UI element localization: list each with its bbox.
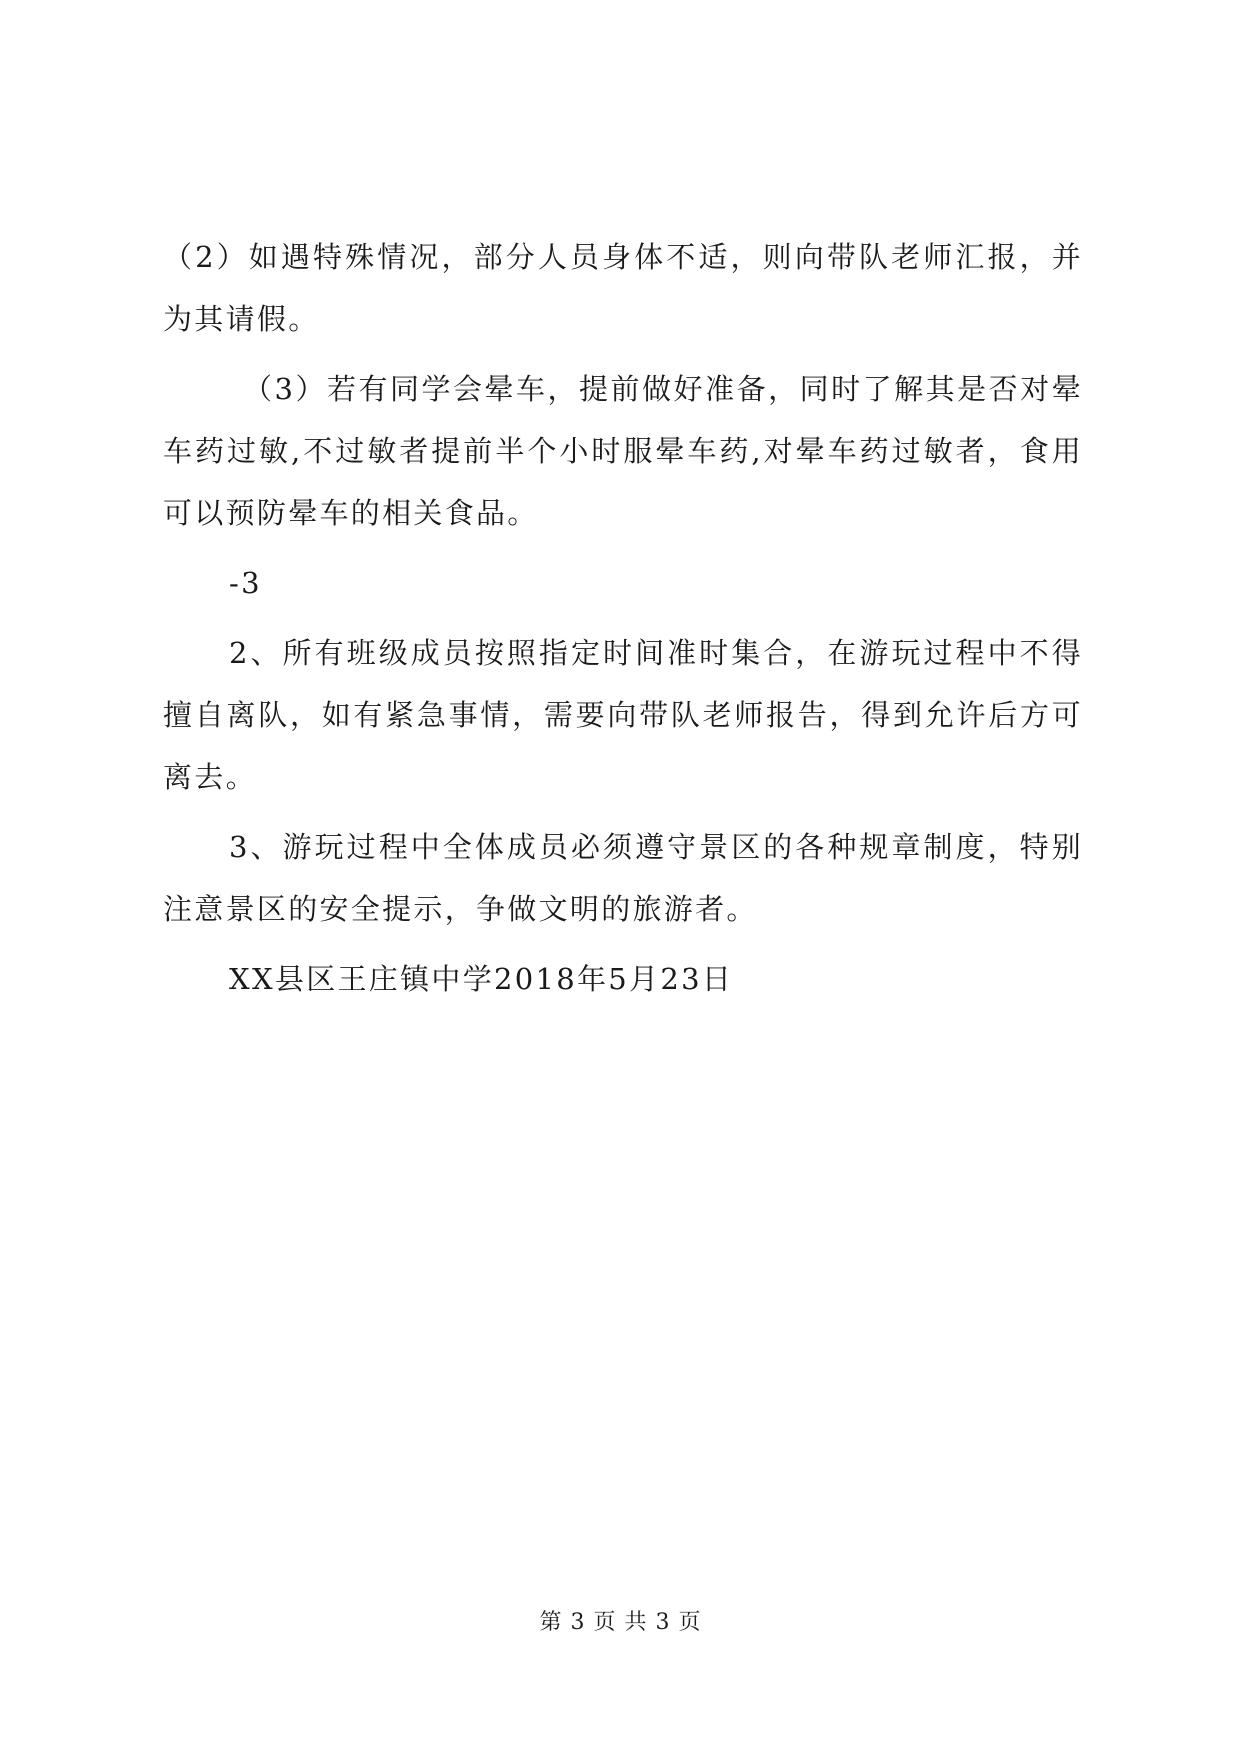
page-marker: -3 [229, 566, 262, 600]
page-footer: 第 3 页 共 3 页 [539, 1610, 702, 1635]
paragraph-item-3: （3）若有同学会晕车，提前做好准备，同时了解其是否对晕车药过敏,不过敏者提前半个小时服晕车药,对晕车药过敏者，食用可以预防晕车的相关食品。 [163, 372, 1083, 530]
document-body [163, 226, 1083, 1010]
signature-date-line: XX县区王庄镇中学2018年5月23日 [229, 962, 734, 996]
paragraph-rule-2: 2、所有班级成员按照指定时间准时集合，在游玩过程中不得擅自离队，如有紧急事情，需要向带队老师报告，得到允许后方可离去。 [163, 636, 1083, 794]
paragraph-item-2: （2）如遇特殊情况，部分人员身体不适，则向带队老师汇报，并为其请假。 [163, 240, 1083, 336]
paragraph-rule-3: 3、游玩过程中全体成员必须遵守景区的各种规章制度，特别注意景区的安全提示，争做文明的旅游者。 [163, 830, 1083, 926]
